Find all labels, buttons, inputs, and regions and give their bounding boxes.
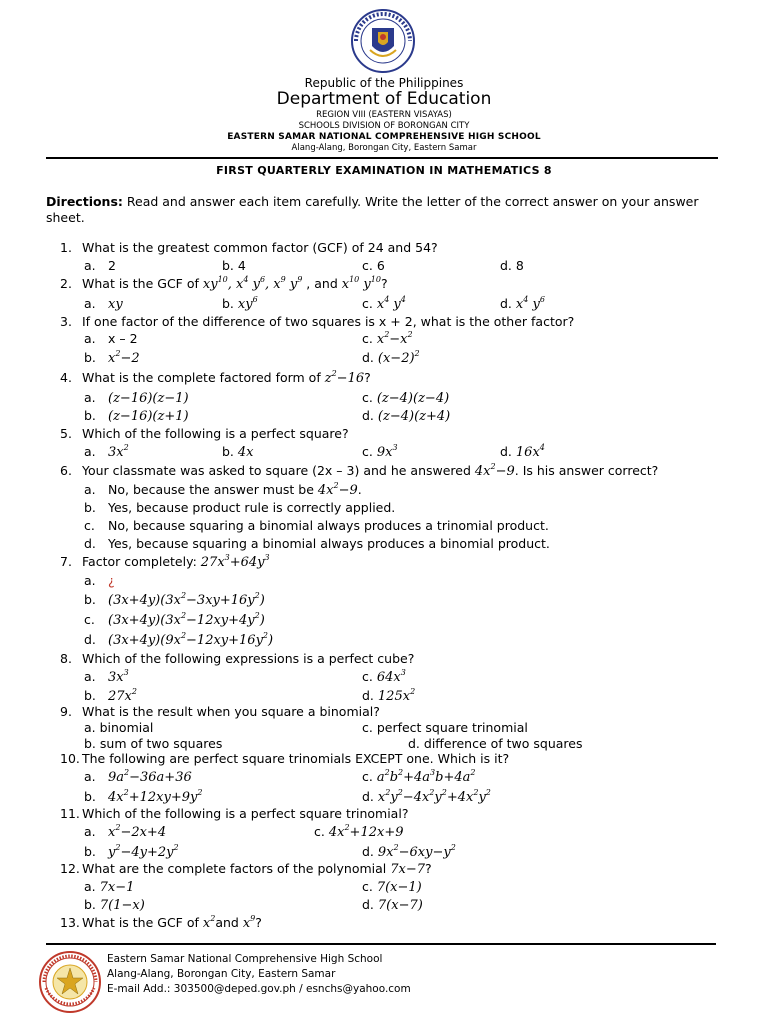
- question-12: 12. What are the complete factors of the polynomial 7x−7?: [60, 861, 432, 877]
- q9-option-a: a. binomial: [84, 720, 154, 735]
- q1-number: 1.: [60, 240, 72, 255]
- question-10: [60, 751, 509, 766]
- q12-option-a: a. 7x−1: [84, 879, 135, 895]
- q7-expression: $27x^3+64y^3$: [200, 553, 270, 570]
- q4-c-letter: c.: [362, 390, 373, 405]
- directions: [46, 194, 736, 226]
- q4-d-letter: d.: [362, 408, 374, 423]
- q7-d-letter: d.: [84, 632, 96, 647]
- q5-option-a: a. $3x^2$: [84, 443, 129, 460]
- q6-expression: $4x^2-9$: [474, 462, 515, 479]
- q9-option-c: c. perfect square trinomial: [362, 720, 528, 735]
- q10-option-b: b. $4x^2+12xy+9y^2$: [84, 788, 203, 805]
- question-4: 4. What is the complete factored form of $z^2-16$?: [60, 369, 371, 386]
- footer-divider: [46, 943, 716, 945]
- q12-c-letter: c.: [362, 879, 373, 894]
- q6-a-value: No, because the answer must be: [108, 482, 314, 497]
- division-line: SCHOOLS DIVISION OF BORONGAN CITY: [298, 121, 470, 131]
- q8-b-letter: b.: [84, 688, 96, 703]
- q7-option-d: d. $(3x+4y)(9x^2-12xy+16y^2)$: [84, 631, 274, 648]
- q11-b-letter: b.: [84, 844, 96, 859]
- q1-option-d: d. 8: [500, 258, 524, 273]
- q6-option-c: [84, 518, 549, 533]
- q6-text: Your classmate was asked to square (2x – 3) and he answered: [82, 463, 471, 478]
- header-divider: [46, 157, 718, 159]
- q12-option-b: b. 7(1−x): [84, 897, 145, 913]
- q4-option-d: d. (z−4)(z+4): [362, 408, 451, 424]
- school-name: EASTERN SAMAR NATIONAL COMPREHENSIVE HIGH SCHOOL: [227, 132, 541, 142]
- q5-number: 5.: [60, 426, 72, 441]
- q9-text: What is the result when you square a binomial?: [82, 704, 380, 719]
- q7-option-a: [84, 573, 115, 588]
- q10-a-letter: a.: [84, 769, 96, 784]
- q10-option-d: d. $x^2y^2-4x^2y^2+4x^2y^2$: [362, 788, 491, 805]
- q7-text: Factor completely:: [82, 554, 197, 569]
- school-address: Alang-Alang, Borongan City, Eastern Samar: [291, 143, 477, 153]
- q8-option-d: d. $125x^2$: [362, 687, 416, 704]
- q5-d-letter: d.: [500, 444, 512, 459]
- question-13: 13. What is the GCF of $x^2and$ $x^9$?: [60, 914, 262, 931]
- q5-option-b: b. 4x: [222, 444, 254, 460]
- q4-text: What is the complete factored form of: [82, 370, 321, 385]
- q12-b-letter: b.: [84, 897, 96, 912]
- directions-text: Read and answer each item carefully. Write the letter of the correct answer on your answer sheet.: [46, 194, 699, 225]
- q13-and: and: [215, 915, 239, 930]
- q6-b-value: Yes, because product rule is correctly applied.: [108, 500, 396, 515]
- department-title: Department of Education: [276, 89, 492, 109]
- q6-c-value: No, because squaring a binomial always produces a trinomial product.: [108, 518, 549, 533]
- q12-number: 12.: [60, 861, 80, 876]
- q6-b-letter: b.: [84, 500, 96, 515]
- q1-text: What is the greatest common factor (GCF) of 24 and 54?: [82, 240, 438, 255]
- q5-b-letter: b.: [222, 444, 234, 459]
- q1-a-letter: a.: [84, 258, 96, 273]
- q8-a-letter: a.: [84, 669, 96, 684]
- q2-c-letter: c.: [362, 296, 373, 311]
- q10-c-letter: c.: [362, 769, 373, 784]
- q2-b-letter: b.: [222, 296, 234, 311]
- q12-expression: 7x−7: [390, 862, 426, 877]
- q2-option-b: b. $xy^6$: [222, 295, 258, 312]
- q7-c-letter: c.: [84, 612, 95, 627]
- q2-option-c: c. $x^4$ $y^4$: [362, 295, 406, 312]
- footer-email: E-mail Add.: 303500@deped.gov.ph / esnchs@yahoo.com: [107, 983, 411, 995]
- q3-d-letter: d.: [362, 350, 374, 365]
- q12-text: What are the complete factors of the polynomial: [82, 861, 387, 876]
- question-8: [60, 651, 414, 666]
- q6-option-a: a. No, because the answer must be $4x^2-9$.: [84, 481, 362, 498]
- q6-option-d: [84, 536, 550, 551]
- q8-option-a: a. $3x^3$: [84, 668, 129, 685]
- question-2: 2. What is the GCF of $xy^{10}$, $x^4$ $y^6$, $x^9$ $y^9$ , and $x^{10}$ $y^{10}$?: [60, 275, 388, 292]
- q4-expression: $z^2-16$: [324, 369, 365, 386]
- question-7: [60, 554, 270, 570]
- q11-option-c: c. $4x^2+12x+9$: [314, 823, 404, 840]
- question-1: [60, 240, 438, 255]
- q13-number: 13.: [60, 915, 80, 930]
- q3-option-a: [84, 331, 138, 346]
- q5-a-letter: a.: [84, 444, 96, 459]
- q10-number: 10.: [60, 751, 80, 766]
- q2-d-letter: d.: [500, 296, 512, 311]
- q2-option-a: a. xy: [84, 296, 123, 312]
- q3-c-letter: c.: [362, 331, 373, 346]
- footer-address: Alang-Alang, Borongan City, Eastern Samar: [107, 968, 336, 980]
- region-line: REGION VIII (EASTERN VISAYAS): [316, 110, 452, 120]
- q12-a-letter: a.: [84, 879, 96, 894]
- q10-d-letter: d.: [362, 789, 374, 804]
- q8-d-letter: d.: [362, 688, 374, 703]
- q11-d-letter: d.: [362, 844, 374, 859]
- exam-title: FIRST QUARTERLY EXAMINATION IN MATHEMATICS 8: [216, 164, 552, 177]
- q7-number: 7.: [60, 554, 72, 569]
- q10-text: The following are perfect square trinomials EXCEPT one. Which is it?: [82, 751, 510, 766]
- q1-option-b: b. 4: [222, 258, 246, 273]
- q9-option-b: b. sum of two squares: [84, 736, 223, 751]
- q11-option-a: a. $x^2-2x+4$: [84, 823, 167, 840]
- q6-option-b: [84, 500, 395, 515]
- q3-a-letter: a.: [84, 331, 96, 346]
- q12-option-c: c. 7(x−1): [362, 879, 422, 895]
- q6-d-letter: d.: [84, 536, 96, 551]
- directions-label: Directions:: [46, 194, 123, 209]
- q11-number: 11.: [60, 806, 80, 821]
- q4-a-letter: a.: [84, 390, 96, 405]
- q7-option-b: b. $(3x+4y)(3x^2-3xy+16y^2)$: [84, 591, 265, 608]
- q4-option-a: a. (z−16)(z−1): [84, 390, 189, 406]
- q10-option-a: a. $9a^2-36a+36$: [84, 768, 192, 785]
- q4-number: 4.: [60, 370, 72, 385]
- q2-expression: $xy^{10}$, $x^4$ $y^6$, $x^9$ $y^9$: [202, 275, 303, 292]
- q3-option-d: d. $(x-2)^2$: [362, 349, 420, 366]
- q3-option-b: b. $x^2-2$: [84, 349, 140, 366]
- q5-text: Which of the following is a perfect square?: [82, 426, 349, 441]
- q12-d-letter: d.: [362, 897, 374, 912]
- q10-b-letter: b.: [84, 789, 96, 804]
- q9-number: 9.: [60, 704, 72, 719]
- q7-a-value: ¿: [108, 573, 115, 588]
- q2-option-d: d. $x^4$ $y^6$: [500, 295, 545, 312]
- republic-line: Republic of the Philippines: [304, 76, 464, 90]
- q2-number: 2.: [60, 276, 72, 291]
- q1-option-c: c. 6: [362, 258, 385, 273]
- q6-d-value: Yes, because squaring a binomial always produces a binomial product.: [108, 536, 550, 551]
- q2-expression-2: $x^{10}$ $y^{10}$: [341, 275, 381, 292]
- q3-number: 3.: [60, 314, 72, 329]
- q10-option-c: c. $a^2b^2+4a^3b+4a^2$: [362, 768, 476, 785]
- q6-text-2: . Is his answer correct?: [514, 463, 659, 478]
- q6-number: 6.: [60, 463, 72, 478]
- q8-option-b: b. $27x^2$: [84, 687, 137, 704]
- q3-option-c: c. $x^2-x^2$: [362, 330, 413, 347]
- q4-b-letter: b.: [84, 408, 96, 423]
- q1-option-a: [84, 258, 116, 273]
- q8-c-letter: c.: [362, 669, 373, 684]
- question-11: [60, 806, 408, 821]
- footer-school: Eastern Samar National Comprehensive High School: [107, 953, 383, 965]
- school-logo: [38, 950, 102, 1014]
- q13-text: What is the GCF of: [82, 915, 199, 930]
- q2-and: , and: [306, 276, 338, 291]
- q7-option-c: c. $(3x+4y)(3x^2-12xy+4y^2)$: [84, 611, 265, 628]
- q3-a-value: x – 2: [108, 331, 138, 346]
- q2-text: What is the GCF of: [82, 276, 199, 291]
- q12-option-d: d. 7(x−7): [362, 897, 423, 913]
- q11-c-letter: c.: [314, 824, 325, 839]
- question-9: [60, 704, 380, 719]
- q11-option-d: d. $9x^2-6xy-y^2$: [362, 843, 456, 860]
- q6-a-letter: a.: [84, 482, 96, 497]
- q1-a-value: 2: [108, 258, 116, 273]
- q3-text: If one factor of the difference of two squares is x + 2, what is the other factor?: [82, 314, 575, 329]
- q5-option-c: c. $9x^3$: [362, 443, 398, 460]
- q7-a-letter: a.: [84, 573, 96, 588]
- q5-option-d: d. $16x^4$: [500, 443, 545, 460]
- q4-option-b: b. (z−16)(z+1): [84, 408, 189, 424]
- q11-a-letter: a.: [84, 824, 96, 839]
- q8-text: Which of the following expressions is a perfect cube?: [82, 651, 415, 666]
- q11-option-b: b. $y^2-4y+2y^2$: [84, 843, 179, 860]
- q4-option-c: c. (z−4)(z−4): [362, 390, 450, 406]
- question-3: [60, 314, 574, 329]
- q9-option-d: d. difference of two squares: [408, 736, 583, 751]
- q11-text: Which of the following is a perfect square trinomial?: [82, 806, 409, 821]
- question-5: [60, 426, 349, 441]
- q3-b-letter: b.: [84, 350, 96, 365]
- q7-b-letter: b.: [84, 592, 96, 607]
- q5-c-letter: c.: [362, 444, 373, 459]
- q8-option-c: c. $64x^3$: [362, 668, 406, 685]
- q2-a-letter: a.: [84, 296, 96, 311]
- q8-number: 8.: [60, 651, 72, 666]
- question-6: [60, 463, 658, 479]
- deped-seal: [350, 8, 416, 74]
- q6-c-letter: c.: [84, 518, 95, 533]
